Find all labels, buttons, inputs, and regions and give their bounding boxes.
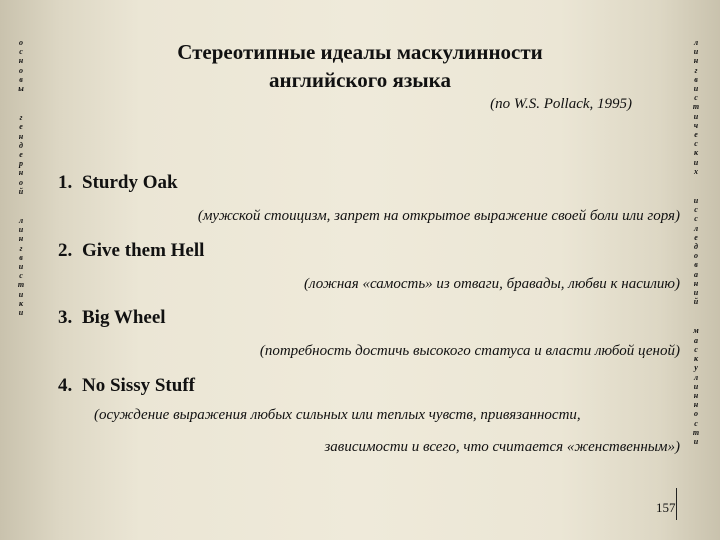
margin-letter: к [18,298,24,308]
item-description-line-1: (осуждение выражения любых сильных или теплых чувств, привязанности, [94,407,581,423]
margin-letter: д [694,242,698,252]
margin-letter: е [694,232,698,242]
margin-letter: с [694,214,698,224]
margin-letter: г [19,243,23,253]
margin-letter: в [694,74,698,84]
margin-letter: й [18,186,24,196]
margin-letter: с [694,344,698,354]
item-heading: Sturdy Oak [82,172,178,193]
margin-word [14,216,28,317]
margin-letter: и [693,381,699,391]
margin-letter: к [693,354,699,364]
margin-letter: с [694,205,698,215]
margin-letter: г [19,113,23,123]
margin-letter: н [693,278,699,288]
margin-letter: ы [18,84,24,94]
margin-word [689,196,703,306]
slide-title [90,38,630,94]
margin-letter: н [693,400,699,410]
margin-letter: и [693,288,699,298]
margin-letter: о [19,38,23,47]
margin-word [14,113,28,196]
margin-letter: и [693,47,699,57]
margin-letter: и [693,84,699,94]
margin-letter: и [693,111,699,121]
page-number: 157 [656,500,676,515]
margin-letter: й [693,297,699,307]
title-line-1: Стереотипные идеалы маскулинности [177,40,543,64]
item-description-line-2: зависимости и всего, что считается «женственным») [324,439,680,455]
margin-letter: н [18,168,24,178]
margin-letter: с [19,271,23,281]
margin-letter: к [693,148,699,158]
margin-word [689,38,703,176]
title-line-2: английского языка [269,68,451,92]
margin-letter: г [694,65,698,75]
margin-letter: л [693,223,699,233]
item-number: 1. [58,172,73,193]
margin-letter: т [17,280,25,290]
margin-letter: н [693,390,699,400]
margin-letter: а [694,335,698,345]
item-number: 2. [58,240,73,261]
item-heading: No Sissy Stuff [82,375,195,396]
item-heading: Big Wheel [82,307,166,328]
margin-letter: н [18,56,24,66]
margin-letter: е [19,122,23,132]
margin-letter: о [19,65,23,75]
margin-letter: е [694,130,698,140]
margin-letter: д [19,140,23,150]
margin-letter: и [18,225,24,235]
item-description: (потребность достичь высокого статуса и власти любой ценой) [259,343,680,359]
margin-letter: т [692,102,700,112]
margin-letter: а [694,269,698,279]
item-description: (ложная «самость» из отваги, бравады, любви к насилию) [304,276,680,292]
margin-letter: с [694,93,698,103]
margin-letter: в [19,74,23,84]
margin-letter: и [693,157,699,167]
left-margin-text [14,38,28,317]
ideal-item-1 [58,172,178,194]
margin-letter: т [692,427,700,437]
margin-letter: в [694,260,698,270]
margin-letter: о [694,409,698,419]
margin-letter: и [18,289,24,299]
margin-letter: л [693,372,699,382]
margin-letter: с [694,418,698,428]
margin-letter: и [18,262,24,272]
margin-letter: л [18,216,24,226]
item-number: 4. [58,375,73,396]
margin-letter: и [18,308,24,318]
margin-letter: с [694,139,698,149]
margin-word [689,326,703,446]
margin-letter: е [19,150,23,160]
margin-letter: л [693,38,699,47]
margin-letter: н [693,56,699,66]
source-citation: (по W.S. Pollack, 1995) [490,96,632,112]
margin-letter: ч [693,120,699,130]
margin-letter: и [693,196,699,206]
ideal-item-4 [58,375,195,397]
item-number: 3. [58,307,73,328]
margin-letter: р [19,159,23,169]
right-margin-text [689,38,703,446]
margin-word [14,38,28,93]
margin-letter: н [18,234,24,244]
item-heading: Give them Hell [82,240,205,261]
margin-letter: х [694,166,698,176]
margin-letter: о [694,251,698,261]
margin-letter: в [19,252,23,262]
margin-letter: о [19,177,23,187]
margin-letter: н [18,131,24,141]
page-number-divider [676,488,677,520]
ideal-item-2 [58,240,204,262]
margin-letter: с [19,47,23,57]
margin-letter: у [694,363,698,373]
margin-letter: и [693,436,699,446]
item-description: (мужской стоицизм, запрет на открытое выражение своей боли или горя) [197,208,680,224]
margin-letter: м [693,326,699,336]
ideal-item-3 [58,307,166,329]
